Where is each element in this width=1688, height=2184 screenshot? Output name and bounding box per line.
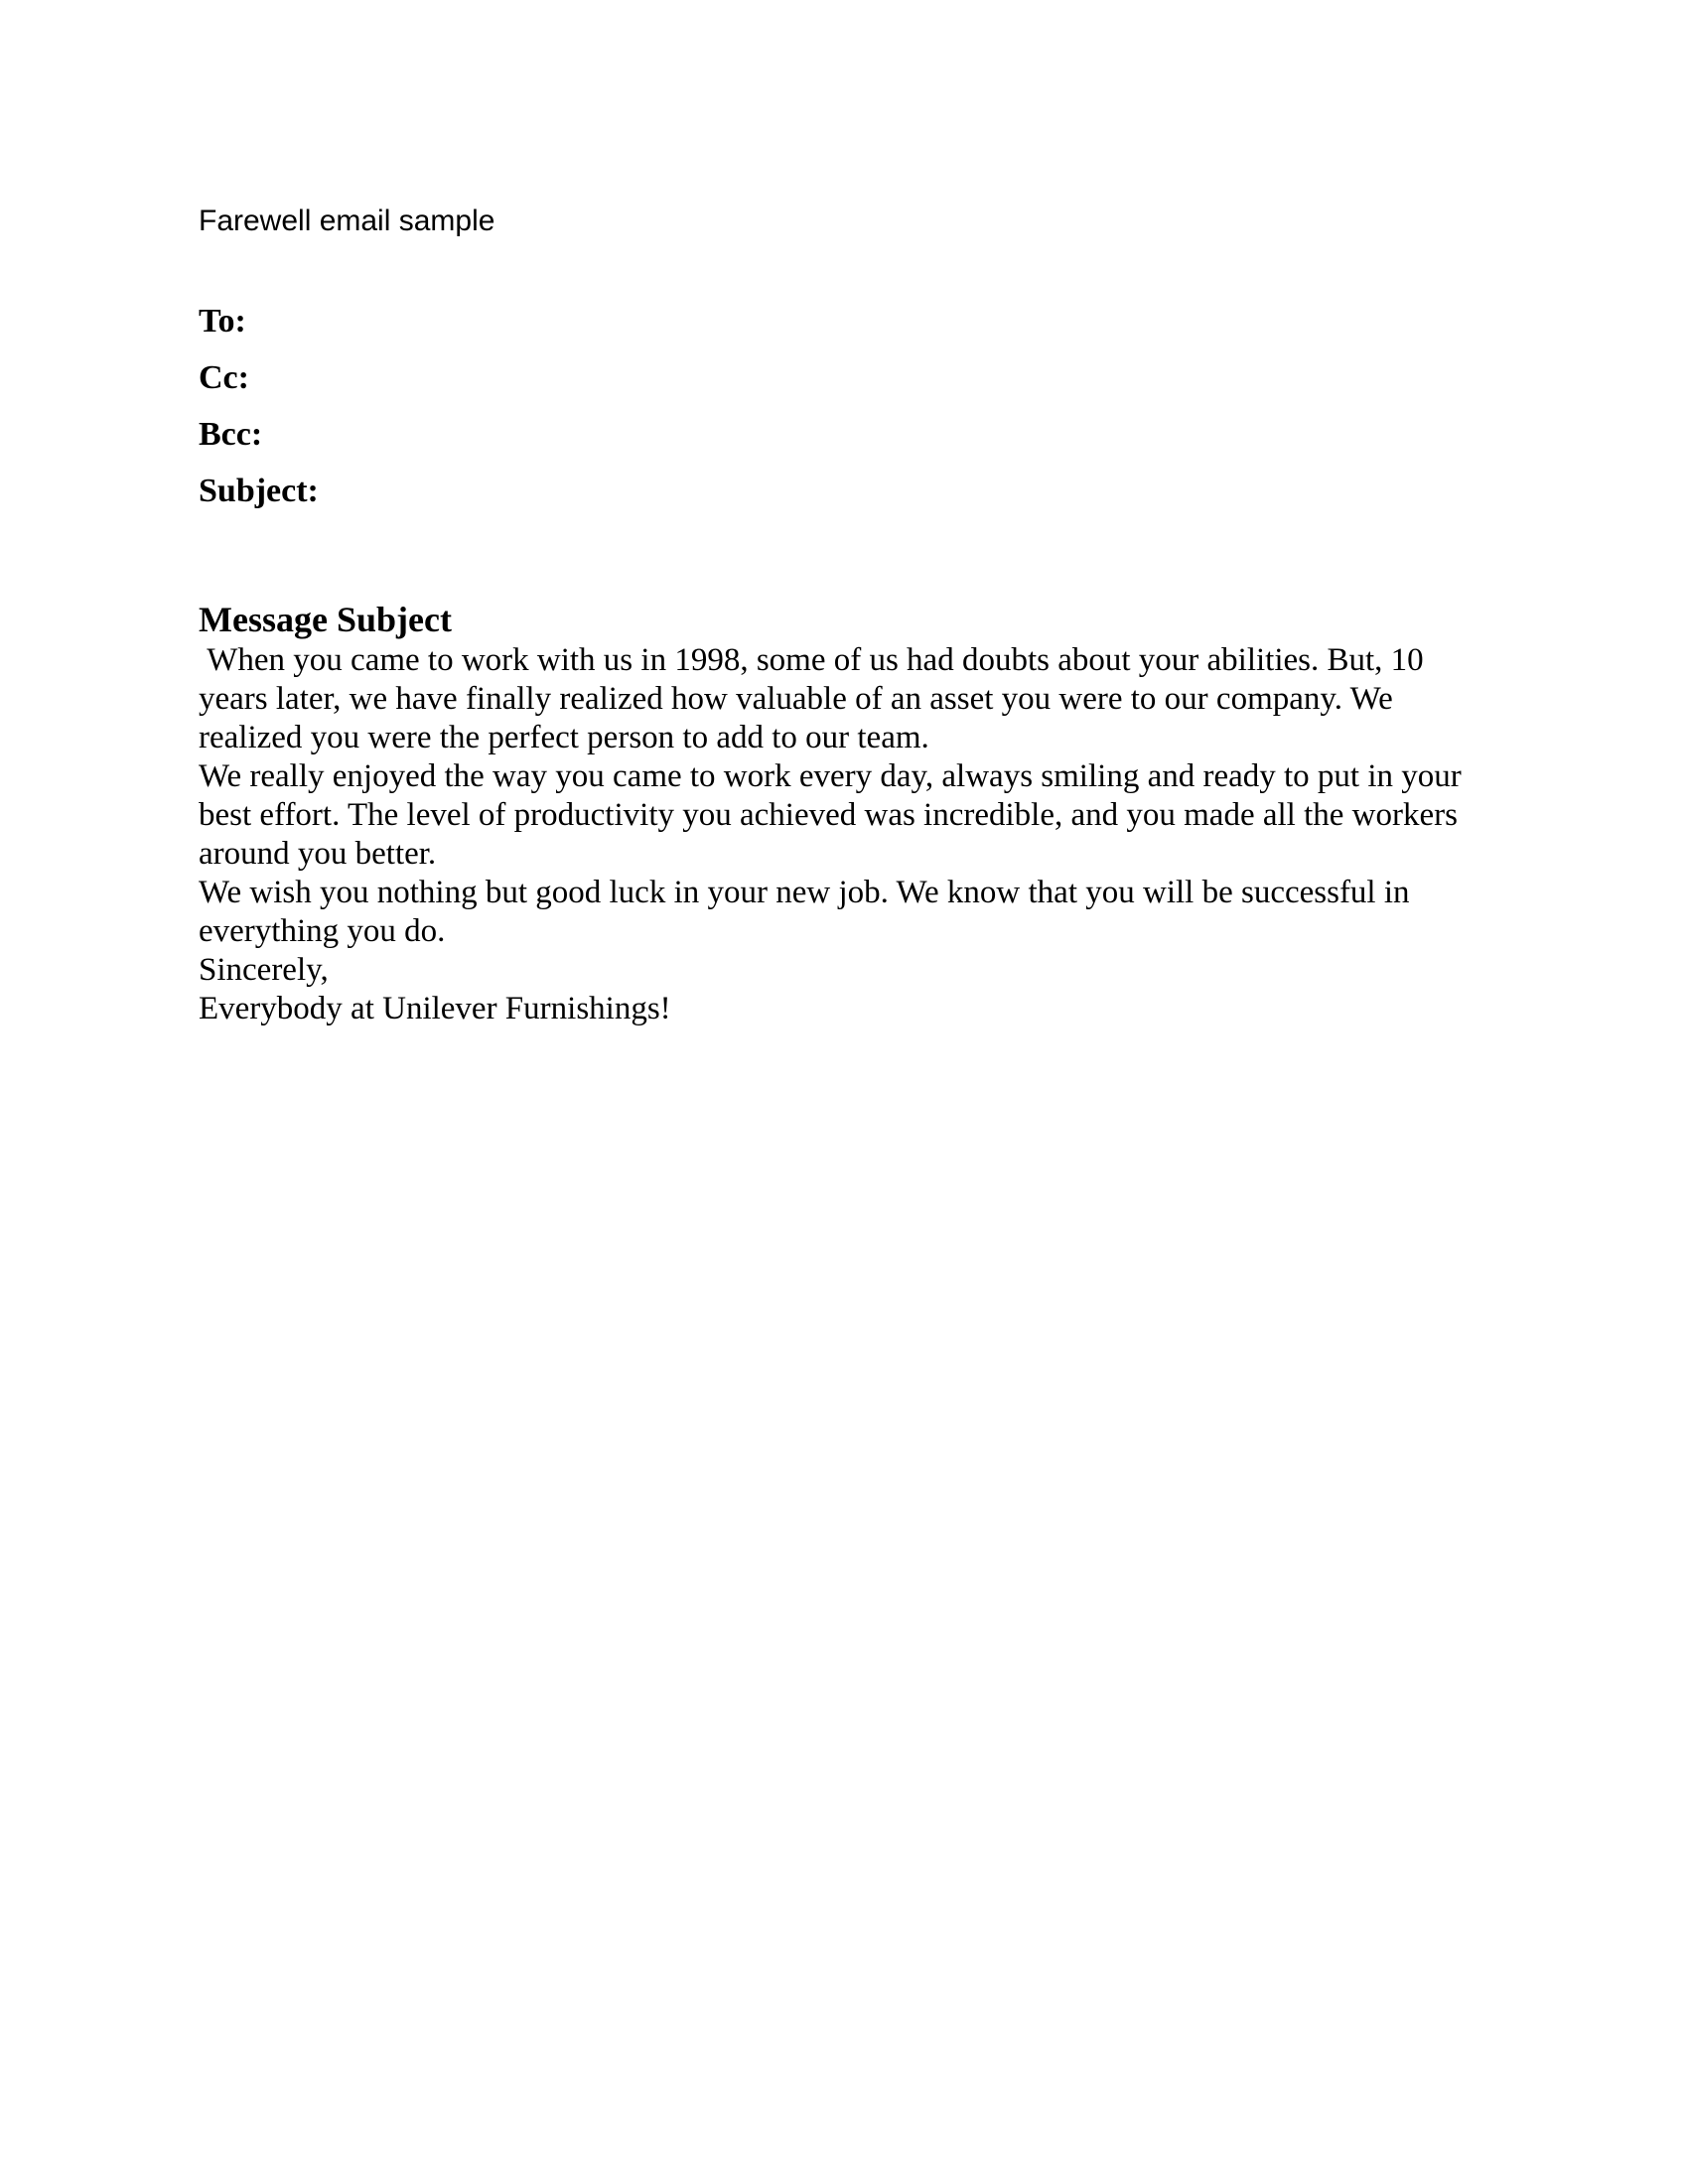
body-paragraph-1: When you came to work with us in 1998, some of us had doubts about your abilities. But, 10 years later, we have finally realized how valuable of an asset you were to our company. We realized you were the perfect person to add to our team. — [199, 642, 1432, 755]
message-subject-heading: Message Subject — [199, 600, 452, 639]
signature-line: Everybody at Unilever Furnishings! — [199, 991, 671, 1026]
email-header-fields — [199, 293, 1489, 519]
document-title: Farewell email sample — [199, 205, 495, 237]
field-label-bcc: Bcc: — [199, 416, 263, 453]
field-label-cc: Cc: — [199, 359, 249, 396]
field-label-subject: Subject: — [199, 473, 319, 509]
email-body — [199, 641, 1489, 1028]
body-paragraph-3: We wish you nothing but good luck in your new job. We know that you will be successful in everything you do. — [199, 875, 1418, 949]
field-label-to: To: — [199, 303, 246, 340]
body-paragraph-2: We really enjoyed the way you came to work every day, always smiling and ready to put in your best effort. The level of productivity you achieved was incredible, and you made all the workers around you better. — [199, 758, 1470, 872]
closing-line: Sincerely, — [199, 952, 329, 988]
